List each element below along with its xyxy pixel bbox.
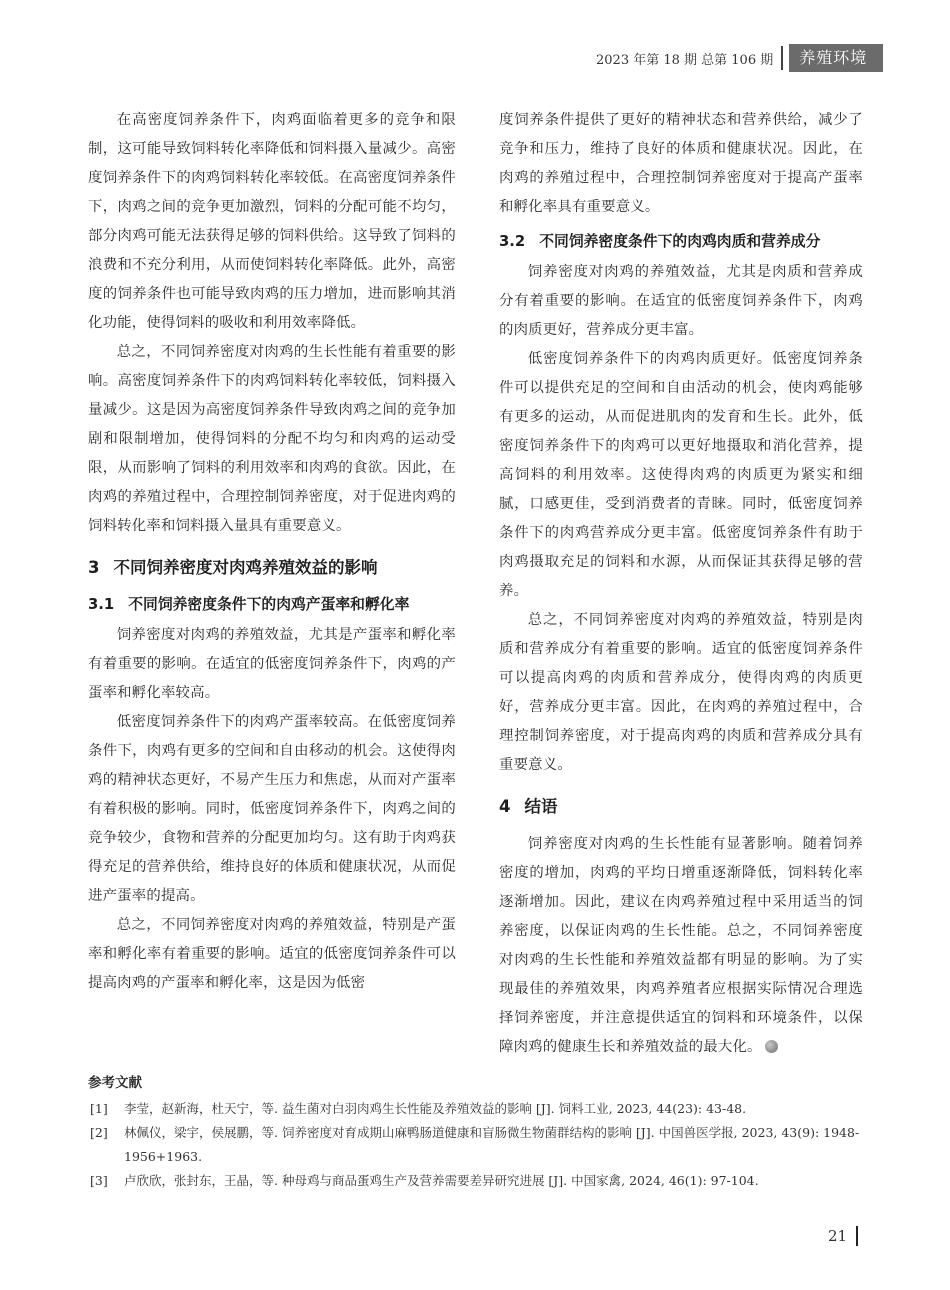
section-number: 4 [499,797,511,816]
body-paragraph: 饲养密度对肉鸡的养殖效益，尤其是肉质和营养成分有着重要的影响。在适宜的低密度饲养条件下，肉鸡的肉质更好，营养成分更丰富。 [499,264,863,338]
section-heading-3 [88,554,456,582]
reference-number: [1] [90,1101,108,1116]
references-title: 参考文献 [88,1075,142,1091]
section-title: 不同饲养密度对肉鸡养殖效益的影响 [113,558,378,577]
references [88,1071,863,1193]
body-paragraph: 饲养密度对肉鸡的养殖效益，尤其是产蛋率和孵化率有着重要的影响。在适宜的低密度饲养条件下，肉鸡的产蛋率和孵化率较高。 [88,627,456,701]
body-paragraph-continued: 度饲养条件提供了更好的精神状态和营养供给，减少了竞争和压力，维持了良好的体质和健康状况。因此，在肉鸡的养殖过程中，合理控制饲养密度对于提高产蛋率和孵化率具有重要意义。 [499,112,863,215]
body-paragraph: 低密度饲养条件下的肉鸡肉质更好。低密度饲养条件可以提供充足的空间和自由活动的机会，使肉鸡能够有更多的运动，从而促进肌肉的发育和生长。此外，低密度饲养条件下的肉鸡可以更好地摄取和消化营养，提高饲料的利用效率。这使得肉鸡的肉质更为紧实和细腻，口感更佳，受到消费者的青睐。同时，低密度饲养条件下的肉鸡营养成分更丰富。低密度饲养条件有助于肉鸡摄取充足的饲料和水源，从而保证其获得足够的营养。 [499,351,863,599]
section-heading-4 [499,793,863,821]
subsection-number: 3.2 [499,233,526,250]
body-paragraph: 在高密度饲养条件下，肉鸡面临着更多的竞争和限制，这可能导致饲料转化率降低和饲料摄入量减少。高密度饲养条件下的肉鸡饲料转化率较低。在高密度饲养条件下，肉鸡之间的竞争更加激烈，饲料的分配可能不均匀，部分肉鸡可能无法获得足够的饲料供给。这导致了饲料的浪费和不充分利用，从而使饲料转化率降低。此外，高密度的饲养条件也可能导致肉鸡的压力增加，进而影响其消化功能，使得饲料的吸收和利用效率降低。 [88,112,456,331]
reference-text: 林佩仪，梁宇，侯展鹏，等. 饲养密度对育成期山麻鸭肠道健康和盲肠微生物菌群结构的影响 [J]. 中国兽医学报, 2023, 43(9): 1948-1956+1963. [124,1125,860,1164]
body-paragraph: 总之，不同饲养密度对肉鸡的养殖效益，特别是肉质和营养成分有着重要的影响。适宜的低密度饲养条件可以提高肉鸡的肉质和营养成分，使得肉鸡的肉质更好，营养成分更丰富。因此，在肉鸡的养殖过程中，合理控制饲养密度，对于提高肉鸡的肉质和营养成分具有重要意义。 [499,612,863,773]
closing-text: 饲养密度对肉鸡的生长性能有显著影响。随着饲养密度的增加，肉鸡的平均日增重逐渐降低，饲料转化率逐渐增加。因此，建议在肉鸡养殖过程中采用适当的饲养密度，以保证肉鸡的生长性能。总之，不同饲养密度对肉鸡的生长性能和养殖效益都有明显的影响。为了实现最佳的养殖效果，肉鸡养殖者应根据实际情况合理选择饲养密度，并注意提供适宜的饲料和环境条件，以保障肉鸡的健康生长和养殖效益的最大化。 [499,836,863,1055]
running-header [596,44,883,72]
subsection-heading-3-1 [88,591,456,619]
reference-item [88,1121,863,1169]
reference-number: [3] [90,1173,108,1188]
subsection-title: 不同饲养密度条件下的肉鸡产蛋率和孵化率 [128,596,410,613]
page-footer [828,1226,858,1246]
body-paragraph: 总之，不同饲养密度对肉鸡的养殖效益，特别是产蛋率和孵化率有着重要的影响。适宜的低密度饲养条件可以提高肉鸡的产蛋率和孵化率，这是因为低密 [88,917,456,991]
section-title: 结语 [524,797,558,816]
reference-text: 卢欣欣，张封东，王晶，等. 种母鸡与商品蛋鸡生产及营养需要差异研究进展 [J]. 中国家禽, 2024, 46(1): 97-104. [124,1173,759,1188]
reference-item [88,1097,863,1121]
journal-section-label: 养殖环境 [789,44,883,72]
footer-divider [856,1226,858,1246]
reference-text: 李莹，赵新海，杜天宁，等. 益生菌对白羽肉鸡生长性能及养殖效益的影响 [J]. 饲料工业, 2023, 44(23): 43-48. [124,1101,747,1116]
reference-item [88,1169,863,1193]
subsection-heading-3-2 [499,228,863,256]
subsection-number: 3.1 [88,596,115,613]
subsection-title: 不同饲养密度条件下的肉鸡肉质和营养成分 [539,233,821,250]
header-divider [781,46,783,70]
left-column [88,106,456,998]
body-paragraph: 总之，不同饲养密度对肉鸡的生长性能有着重要的影响。高密度饲养条件下的肉鸡饲料转化率较低，饲料摄入量减少。这是因为高密度饲养条件导致肉鸡之间的竞争加剧和限制增加，使得饲料的分配不均匀和肉鸡的运动受限，从而影响了饲料的利用效率和肉鸡的食欲。因此，在肉鸡的养殖过程中，合理控制饲养密度，对于促进肉鸡的饲料转化率和饲料摄入量具有重要意义。 [88,344,456,534]
body-paragraph: 低密度饲养条件下的肉鸡产蛋率较高。在低密度饲养条件下，肉鸡有更多的空间和自由移动的机会。这使得肉鸡的精神状态更好，不易产生压力和焦虑，从而对产蛋率有着积极的影响。同时，低密度饲养条件下，肉鸡之间的竞争较少，食物和营养的分配更加均匀。这有助于肉鸡获得充足的营养供给，维持良好的体质和健康状况，从而促进产蛋率的提高。 [88,714,456,904]
end-mark-globe-icon [765,1040,778,1053]
right-column [499,106,863,1062]
issue-info: 2023 年第 18 期 总第 106 期 [596,52,774,68]
page-number: 21 [828,1227,848,1245]
section-number: 3 [88,558,100,577]
reference-number: [2] [90,1125,108,1140]
body-paragraph-closing [499,830,863,1062]
